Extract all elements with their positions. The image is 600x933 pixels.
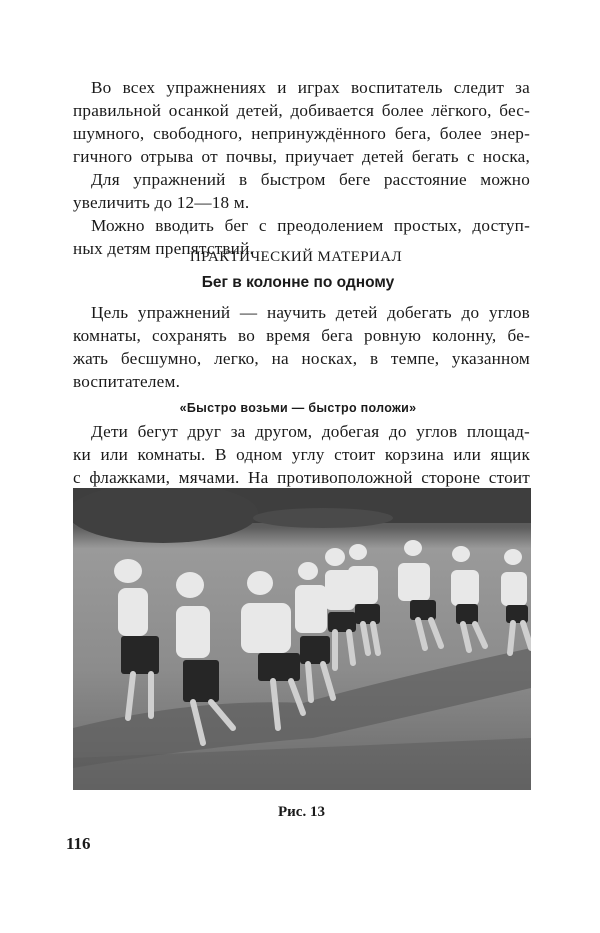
text-line: Для упражнений в быстром беге расстояние можно <box>91 170 530 189</box>
text-line: гичного отрыва от почвы, приучает детей бегать с носка, <box>73 147 530 166</box>
text-line: правильной осанкой детей, добивается более лёгкого, бес- <box>73 101 530 120</box>
text-line: шумного, свободного, непринуждённого бега, более энер- <box>73 124 530 143</box>
section-heading: ПРАКТИЧЕСКИЙ МАТЕРИАЛ <box>189 249 403 265</box>
text-line: Дети бегут друг за другом, добегая до углов площад- <box>91 422 530 441</box>
text-line: с флажками, мячами. На противоположной стороне стоит <box>73 468 530 487</box>
text-line: Цель упражнений — научить детей добегать до углов <box>91 303 530 322</box>
text-line: Можно вводить бег с преодолением простых, доступ- <box>91 216 530 235</box>
subsection-heading: Бег в колонне по одному <box>201 274 395 291</box>
text-line: ки или комнаты. В одном углу стоит корзина или ящик <box>73 445 530 464</box>
figure-photo <box>73 488 531 790</box>
text-line: воспитателем. <box>73 372 181 391</box>
text-line: ных детям препятствий. <box>73 239 254 258</box>
game-title: «Быстро возьми — быстро положи» <box>179 401 417 415</box>
text-line: Во всех упражнениях и играх воспитатель следит за <box>91 78 530 97</box>
text-line: комнаты, сохранять во время бега ровную колонну, бе- <box>73 326 530 345</box>
figure-caption: Рис. 13 <box>278 804 325 820</box>
text-line: жать бесшумно, легко, на носках, в темпе, указанном <box>73 349 530 368</box>
children-running-photo-icon <box>73 488 531 790</box>
text-line: увеличить до 12—18 м. <box>73 193 250 212</box>
page-number: 116 <box>66 834 91 853</box>
